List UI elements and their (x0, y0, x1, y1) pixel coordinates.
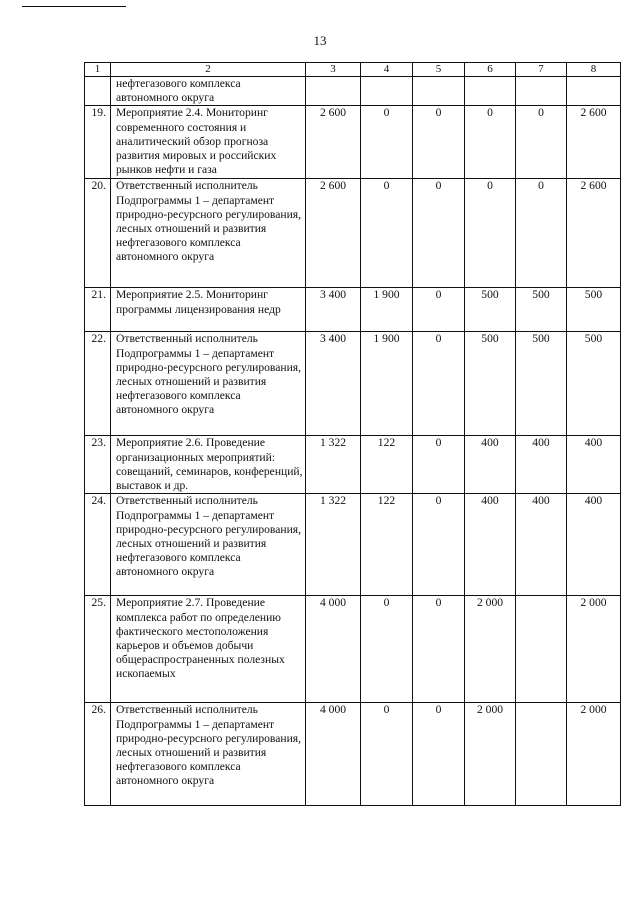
header-cell: 5 (413, 63, 465, 77)
header-cell: 2 (111, 63, 306, 77)
value-cell-col5: 0 (413, 332, 465, 436)
value-cell-col6: 2 000 (465, 596, 516, 703)
value-cell-col8: 2 600 (567, 106, 621, 179)
row-number: 24. (85, 494, 111, 596)
table-row (85, 179, 621, 288)
value-cell-col7: 0 (516, 106, 567, 179)
table-row (85, 288, 621, 332)
row-number: 26. (85, 703, 111, 806)
row-number (85, 77, 111, 106)
value-cell-col6: 500 (465, 332, 516, 436)
value-cell-col7: 500 (516, 332, 567, 436)
value-cell-col8: 400 (567, 494, 621, 596)
value-cell-col8: 2 000 (567, 596, 621, 703)
table-row (85, 332, 621, 436)
value-cell-col6: 2 000 (465, 703, 516, 806)
page-number: 13 (313, 33, 327, 48)
value-cell-col7 (516, 596, 567, 703)
row-number: 22. (85, 332, 111, 436)
budget-table (84, 62, 621, 806)
row-description: Ответственный исполнитель Подпрограммы 1 – департамент природно-ресурсного регулирования, лесных отношений и развития нефтегазового комплекса автономного округа (111, 494, 306, 596)
header-row (85, 63, 621, 77)
value-cell-col3: 4 000 (306, 703, 361, 806)
value-cell-col6: 400 (465, 436, 516, 494)
row-number: 20. (85, 179, 111, 288)
value-cell-col5: 0 (413, 436, 465, 494)
value-cell-col7: 400 (516, 436, 567, 494)
header-cell: 7 (516, 63, 567, 77)
value-cell-col4: 1 900 (361, 288, 413, 332)
value-cell-col6: 400 (465, 494, 516, 596)
value-cell-col4: 122 (361, 494, 413, 596)
table-row (85, 596, 621, 703)
table-row (85, 436, 621, 494)
value-cell-col5: 0 (413, 179, 465, 288)
value-cell-col5 (413, 77, 465, 106)
table-row (85, 494, 621, 596)
value-cell-col8: 2 600 (567, 179, 621, 288)
row-number: 19. (85, 106, 111, 179)
value-cell-col8: 500 (567, 288, 621, 332)
header-cell: 4 (361, 63, 413, 77)
value-cell-col3: 1 322 (306, 494, 361, 596)
value-cell-col8: 2 000 (567, 703, 621, 806)
value-cell-col4: 0 (361, 179, 413, 288)
value-cell-col5: 0 (413, 596, 465, 703)
row-description: Ответственный исполнитель Подпрограммы 1 – департамент природно-ресурсного регулирования, лесных отношений и развития нефтегазового комплекса автономного округа (111, 332, 306, 436)
header-cell: 3 (306, 63, 361, 77)
value-cell-col3: 2 600 (306, 179, 361, 288)
value-cell-col4: 122 (361, 436, 413, 494)
value-cell-col8: 400 (567, 436, 621, 494)
row-description: Ответственный исполнитель Подпрограммы 1 – департамент природно-ресурсного регулирования, лесных отношений и развития нефтегазового комплекса автономного округа (111, 703, 306, 806)
value-cell-col7 (516, 77, 567, 106)
value-cell-col5: 0 (413, 288, 465, 332)
value-cell-col5: 0 (413, 494, 465, 596)
value-cell-col8 (567, 77, 621, 106)
row-number: 23. (85, 436, 111, 494)
row-description: Мероприятие 2.6. Проведение организационных мероприятий: совещаний, семинаров, конференций, выставок и др. (111, 436, 306, 494)
value-cell-col4: 1 900 (361, 332, 413, 436)
value-cell-col3: 2 600 (306, 106, 361, 179)
value-cell-col6: 500 (465, 288, 516, 332)
table-row (85, 703, 621, 806)
header-cell: 8 (567, 63, 621, 77)
row-description: Мероприятие 2.4. Мониторинг современного состояния и аналитический обзор прогноза развития мировых и российских рынков нефти и газа (111, 106, 306, 179)
value-cell-col7: 400 (516, 494, 567, 596)
table-row (85, 77, 621, 106)
header-cell: 1 (85, 63, 111, 77)
table-row (85, 106, 621, 179)
value-cell-col3: 1 322 (306, 436, 361, 494)
value-cell-col6 (465, 77, 516, 106)
value-cell-col4: 0 (361, 106, 413, 179)
value-cell-col5: 0 (413, 106, 465, 179)
value-cell-col3: 3 400 (306, 288, 361, 332)
row-number: 21. (85, 288, 111, 332)
value-cell-col3: 3 400 (306, 332, 361, 436)
value-cell-col7 (516, 703, 567, 806)
value-cell-col6: 0 (465, 106, 516, 179)
value-cell-col7: 500 (516, 288, 567, 332)
header-cell: 6 (465, 63, 516, 77)
row-description: нефтегазового комплекса автономного округа (111, 77, 306, 106)
row-number: 25. (85, 596, 111, 703)
value-cell-col6: 0 (465, 179, 516, 288)
row-description: Мероприятие 2.7. Проведение комплекса работ по определению фактического местоположения карьеров и объемов добычи общераспространенных полезных ископаемых (111, 596, 306, 703)
value-cell-col3: 4 000 (306, 596, 361, 703)
value-cell-col4: 0 (361, 703, 413, 806)
row-description: Ответственный исполнитель Подпрограммы 1 – департамент природно-ресурсного регулирования, лесных отношений и развития нефтегазового комплекса автономного округа (111, 179, 306, 288)
value-cell-col7: 0 (516, 179, 567, 288)
value-cell-col4: 0 (361, 596, 413, 703)
top-rule (22, 6, 126, 7)
value-cell-col4 (361, 77, 413, 106)
value-cell-col8: 500 (567, 332, 621, 436)
value-cell-col3 (306, 77, 361, 106)
row-description: Мероприятие 2.5. Мониторинг программы лицензирования недр (111, 288, 306, 332)
value-cell-col5: 0 (413, 703, 465, 806)
